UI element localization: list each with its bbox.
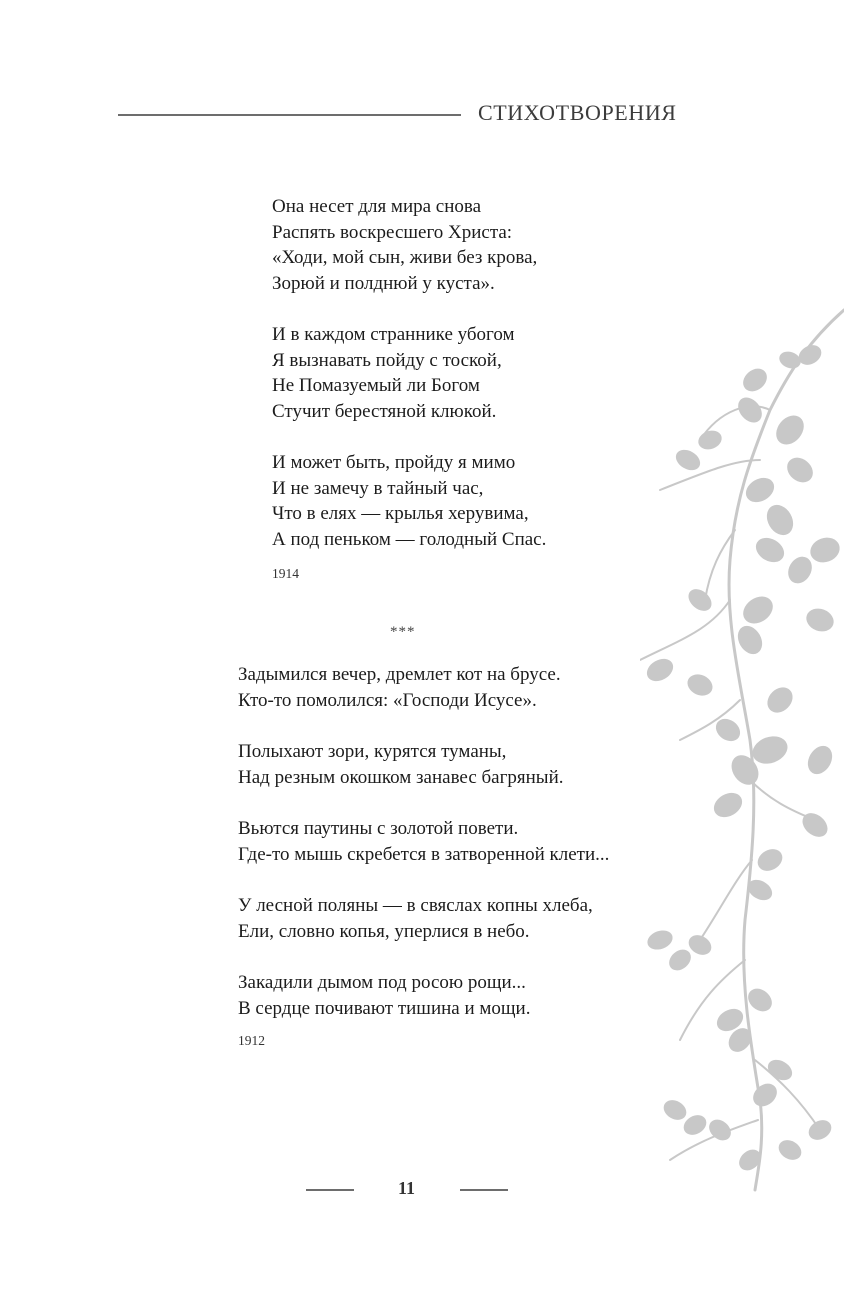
poem-line: «Ходи, мой сын, живи без крова, bbox=[272, 247, 538, 268]
poem-line: И в каждом страннике убогом bbox=[272, 324, 515, 345]
poem-line: Кто-то помолился: «Господи Исусе». bbox=[238, 689, 537, 711]
poem-line: Где-то мышь скребется в затворенной клети... bbox=[238, 843, 610, 865]
poem-2-stanza bbox=[238, 816, 609, 867]
section-separator: *** bbox=[390, 624, 416, 640]
poem-1-year: 1914 bbox=[272, 566, 299, 581]
poem-line: А под пеньком — голодный Спас. bbox=[272, 528, 547, 550]
poem-line: Распять воскресшего Христа: bbox=[272, 221, 513, 243]
birch-branch-icon bbox=[640, 300, 844, 1200]
poem-line: Вьются паутины с золотой повети. bbox=[238, 818, 519, 839]
poem-line: Она несет для мира снова bbox=[272, 196, 482, 217]
poem-line: Зорюй и полднюй у куста». bbox=[272, 272, 495, 294]
header-rule bbox=[118, 114, 461, 116]
poem-2 bbox=[238, 662, 609, 1021]
footer-rule-left bbox=[306, 1189, 354, 1191]
poem-1 bbox=[272, 194, 546, 552]
poem-line: Полыхают зори, курятся туманы, bbox=[238, 741, 507, 762]
poem-line: Что в елях — крылья херувима, bbox=[272, 503, 529, 524]
poem-line: У лесной поляны — в свяслах копны хлеба, bbox=[238, 895, 593, 916]
poem-line: Я вызнавать пойду с тоской, bbox=[272, 349, 502, 371]
poem-line: Ели, словно копья, уперлися в небо. bbox=[238, 920, 530, 942]
poem-line: Стучит берестяной клюкой. bbox=[272, 400, 497, 422]
poem-2-year: 1912 bbox=[238, 1033, 265, 1048]
poem-2-stanza bbox=[238, 970, 609, 1021]
poem-1-stanza bbox=[272, 194, 546, 296]
poem-1-stanza bbox=[272, 450, 546, 552]
running-head: СТИХОТВОРЕНИЯ bbox=[478, 100, 677, 125]
page-number: 11 bbox=[398, 1178, 416, 1198]
poem-2-stanza bbox=[238, 893, 609, 944]
poem-line: Над резным окошком занавес багряный. bbox=[238, 766, 564, 788]
poem-line: Не Помазуемый ли Богом bbox=[272, 375, 480, 396]
poem-1-stanza bbox=[272, 322, 546, 424]
poem-line: И может быть, пройду я мимо bbox=[272, 452, 516, 473]
poem-line: В сердце почивают тишина и мощи. bbox=[238, 997, 531, 1019]
poem-line: Задымился вечер, дремлет кот на брусе. bbox=[238, 664, 561, 685]
poem-2-stanza bbox=[238, 739, 609, 790]
footer-rule-right bbox=[460, 1189, 508, 1191]
poem-line: Закадили дымом под росою рощи... bbox=[238, 972, 526, 993]
poem-2-stanza bbox=[238, 662, 609, 713]
poem-line: И не замечу в тайный час, bbox=[272, 477, 484, 499]
